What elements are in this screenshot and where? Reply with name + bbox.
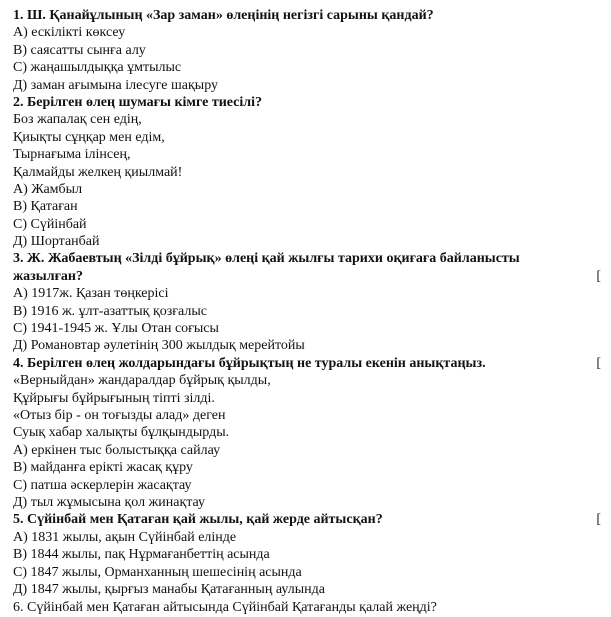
question-1-title: 1. Ш. Қанайұлының «Зар заман» өлеңінің негізгі сарыны қандай? (13, 8, 434, 23)
question-4-option-d: Д) тыл жұмысына қол жинақтау (13, 494, 206, 510)
question-4-verse-line-4: Суық хабар халықты бұлқындырды. (13, 425, 230, 441)
question-4-title: 4. Берілген өлең жолдарындағы бұйрықтың не туралы екенін анықтаңыз. (13, 355, 486, 371)
question-4-verse-line-2: Құйрығы бұйрығының тіпті зілді. (13, 390, 215, 406)
question-3-title-block (13, 250, 601, 285)
margin-bracket-q3: [ (596, 268, 601, 284)
question-2-option-c: С) Сүйінбай (13, 216, 87, 232)
question-1-option-d: Д) заман ағымына ілесуге шақыру (13, 77, 219, 93)
question-2-verse-line-2: Қиықты сұңқар мен едім, (13, 129, 165, 145)
question-4-option-c: С) патша әскерлерін жасақтау (13, 477, 192, 493)
question-2-verse-line-3: Тырнағыма ілінсең, (13, 147, 131, 163)
question-5-option-d: Д) 1847 жылы, қырғыз манабы Қатағанның аулында (13, 581, 325, 597)
question-2-verse-line-4: Қалмайды желкең қиылмай! (13, 164, 183, 180)
question-1-option-c: С) жаңашылдыққа ұмтылыс (13, 60, 182, 76)
question-3-option-b: В) 1916 ж. ұлт-азаттық қозғалыс (13, 303, 207, 319)
question-4-option-a: А) еркінен тыс болыстыққа сайлау (13, 442, 221, 458)
question-1-option-a: А) ескілікті көксеу (13, 25, 126, 41)
cutoff-next-question-text: 6. Сүйінбай мен Қатаған айтысында Сүйінбай Қатағанды қалай жеңді? (13, 600, 437, 615)
margin-bracket-q4: [ (596, 355, 601, 371)
question-3-option-a: А) 1917ж. Қазан төңкерісі (13, 286, 169, 302)
question-2-verse-line-1: Боз жапалақ сен едің, (13, 112, 142, 128)
question-4-title-block (13, 355, 601, 372)
question-2-option-d: Д) Шортанбай (13, 234, 100, 250)
question-2-option-a: А) Жамбыл (13, 181, 83, 197)
question-4-verse-line-3: «Отыз бір - он тоғызды алад» деген (13, 408, 226, 424)
question-1-option-b: В) саясатты сынға алу (13, 42, 146, 58)
question-2-title: 2. Берілген өлең шумағы кімге тиесілі? (13, 94, 263, 110)
test-document (13, 7, 601, 598)
question-4-option-b: В) майданға ерікті жасақ құру (13, 460, 193, 476)
question-5-option-c: С) 1847 жылы, Орманханның шешесінің асында (13, 564, 302, 580)
question-3-option-c: С) 1941-1945 ж. Ұлы Отан соғысы (13, 321, 219, 337)
question-2-option-b: В) Қатаған (13, 199, 78, 215)
question-5-option-a: А) 1831 жылы, ақын Сүйінбай елінде (13, 529, 237, 545)
cutoff-next-question (0, 600, 611, 617)
question-3-title: 3. Ж. Жабаевтың «Зілді бұйрық» өлеңі қай жылғы тарихи оқиғаға байланысты жазылған? (13, 251, 520, 284)
question-5-option-b: В) 1844 жылы, пақ Нұрмағанбеттің асында (13, 547, 270, 563)
question-3-option-d: Д) Романовтар әулетінің 300 жылдық мерейтойы (13, 338, 305, 354)
question-5-title-block (13, 511, 601, 528)
question-5-title: 5. Сүйінбай мен Қатаған қай жылы, қай жерде айтысқан? (13, 512, 383, 528)
question-4-verse-line-1: «Верныйдан» жандаралдар бұйрық қылды, (13, 373, 271, 389)
margin-bracket-q5: [ (596, 512, 601, 528)
